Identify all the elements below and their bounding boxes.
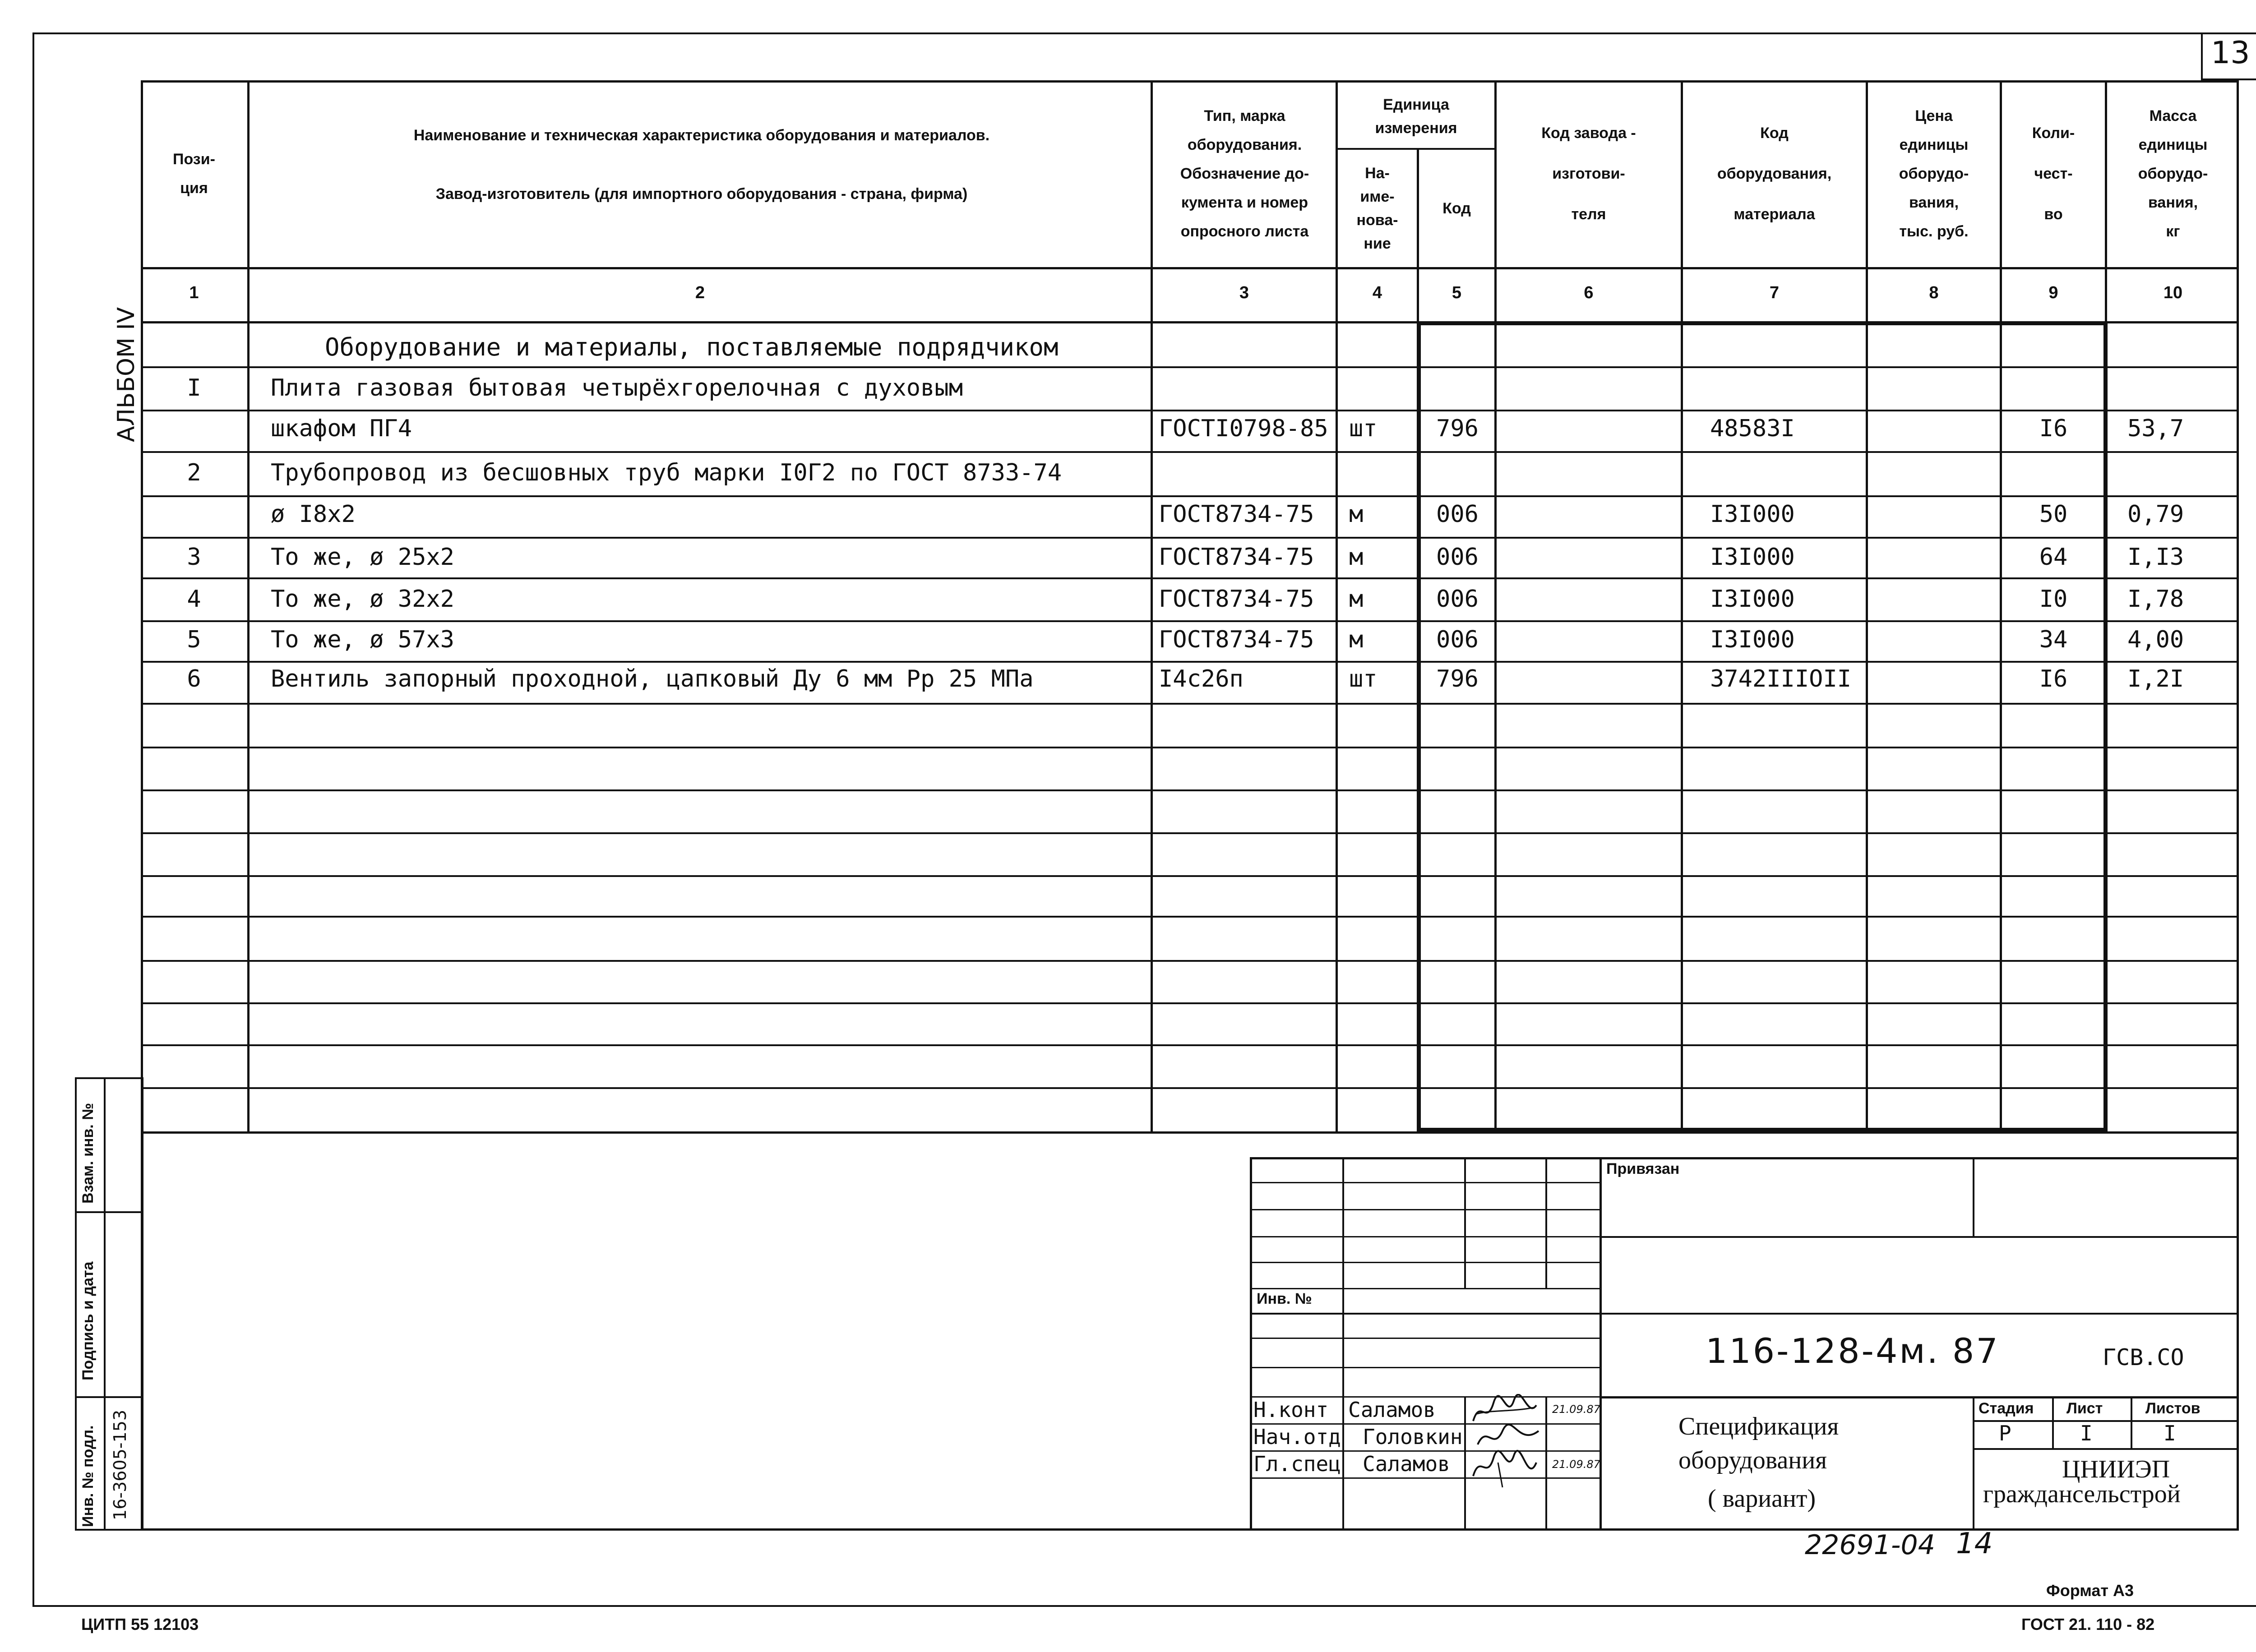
body-row-line	[141, 832, 2239, 834]
stamp-sheet: I	[2080, 1421, 2093, 1445]
cell-type: ГОСТ8734-75	[1159, 501, 1314, 528]
side-block-mid	[104, 1077, 106, 1531]
colnum-10: 10	[2163, 283, 2183, 302]
cell-name: То же, ø 32x2	[271, 586, 454, 613]
stamp-grid-h7	[1250, 1338, 1600, 1339]
body-row-line	[141, 410, 2239, 411]
header-equipment-code: Код оборудования, материала	[1717, 125, 1832, 223]
cell-name: шкафом ПГ4	[271, 415, 412, 442]
stamp-date-3: 21.09.87	[1552, 1458, 1600, 1471]
header-name-line2: Завод-изготовитель (для импортного оборудования - страна, фирма)	[435, 185, 968, 203]
inventory-bottom-num: 14	[1956, 1527, 1993, 1560]
cell-unit: м	[1349, 626, 1364, 653]
header-quantity: Коли- чест- во	[2032, 125, 2075, 223]
colnum-7: 7	[1769, 283, 1780, 302]
cell-pos: 5	[187, 626, 201, 653]
cell-code: 006	[1436, 501, 1479, 528]
cell-eqcode: I3I000	[1710, 626, 1795, 653]
colnum-2: 2	[695, 283, 705, 302]
stamp-col-b2	[1464, 1396, 1466, 1531]
stamp-sheets-label: Листов	[2145, 1400, 2201, 1417]
body-row-line	[141, 451, 2239, 453]
body-row-line	[141, 620, 2239, 622]
stamp-privyazan-bottom	[1600, 1236, 2239, 1238]
cell-qty: I6	[2039, 665, 2068, 692]
cell-eqcode: 48583I	[1710, 415, 1795, 442]
stamp-title-l1: Спецификация	[1678, 1412, 1839, 1440]
thick-col-9-right	[2103, 321, 2108, 1131]
side-block-h2	[75, 1396, 143, 1398]
body-row-line	[141, 789, 2239, 791]
stamp-sheets: I	[2164, 1421, 2176, 1445]
side-inv-value: 16-3605-153	[110, 1409, 130, 1520]
stamp-org-l2: граждансельстрой	[1983, 1480, 2181, 1508]
cell-qty: 64	[2039, 544, 2068, 571]
stamp-grid-h5	[1250, 1288, 1600, 1289]
cell-code: 006	[1436, 544, 1479, 571]
stamp-sheet-label: Лист	[2066, 1400, 2103, 1417]
cell-qty: 34	[2039, 626, 2068, 653]
body-row-line	[141, 366, 2239, 368]
cell-mass: 4,00	[2127, 626, 2184, 653]
side-vzam: Взам. инв. №	[79, 1103, 97, 1204]
cell-code: 796	[1436, 415, 1479, 442]
body-row-line	[141, 495, 2239, 497]
side-block-h1	[75, 1211, 143, 1213]
body-row-line	[141, 577, 2239, 579]
header-bottom-line	[141, 267, 2239, 269]
cell-name: То же, ø 57x3	[271, 626, 454, 653]
colnum-5: 5	[1452, 283, 1462, 302]
stamp-col-d	[1600, 1157, 1602, 1531]
inventory-bottom: 22691-04	[1805, 1529, 1935, 1561]
body-row-line	[141, 916, 2239, 918]
stamp-code-bottom	[1600, 1396, 2239, 1398]
body-row-line	[141, 875, 2239, 877]
cell-name: Трубопровод из бесшовных труб марки I0Г2 по ГОСТ 8733-74	[271, 459, 1062, 486]
header-mass: Масса единицы оборудо- вания, кг	[2138, 107, 2208, 240]
stamp-left-line	[1250, 1157, 1252, 1531]
cell-code: 006	[1436, 586, 1479, 613]
stamp-title-l2: оборудования	[1678, 1446, 1827, 1474]
cell-type: ГОСТ8734-75	[1159, 586, 1314, 613]
side-inv-podl: Инв. № подл.	[79, 1425, 97, 1527]
cell-mass: I,2I	[2127, 665, 2184, 692]
cell-mass: I,I3	[2127, 544, 2184, 571]
cell-name: Вентиль запорный проходной, цапковый Ду 6 мм Рр 25 МПа	[271, 665, 1034, 692]
thick-top-5-9	[1417, 321, 2108, 325]
header-name-line1: Наименование и техническая характеристика оборудования и материалов.	[413, 127, 990, 144]
col-line-1	[247, 80, 250, 1131]
stamp-inv-no: Инв. №	[1257, 1290, 1312, 1307]
cell-name: Плита газовая бытовая четырёхгорелочная с духовым	[271, 374, 963, 401]
corner-sheet-number: 13	[2211, 35, 2250, 71]
header-plant-code: Код завода - изготови- теля	[1541, 125, 1636, 223]
header-position: Пози- ция	[173, 151, 215, 197]
stamp-col-b	[1464, 1157, 1466, 1288]
stamp-grid-h3	[1250, 1236, 1600, 1237]
stamp-grid-h12	[1250, 1477, 1600, 1479]
cell-mass: 53,7	[2127, 415, 2184, 442]
body-row-line	[141, 1002, 2239, 1004]
stamp-col-c2	[1545, 1396, 1547, 1531]
header-unit-code: Код	[1442, 200, 1471, 217]
stamp-code-top	[1600, 1313, 2239, 1315]
footer-right: ГОСТ 21. 110 - 82	[2021, 1615, 2155, 1634]
footer-left: ЦИТП 55 12103	[81, 1615, 199, 1634]
stamp-org-l1: ЦНИИЭП	[2062, 1455, 2170, 1483]
colnum-1: 1	[189, 283, 199, 302]
stamp-name-1: Саламов	[1348, 1398, 1436, 1422]
colnum-8: 8	[1929, 283, 1939, 302]
cell-type: ГОСТI0798-85	[1159, 415, 1328, 442]
thick-col-5-left	[1417, 321, 1421, 1131]
cell-pos: I	[187, 374, 201, 401]
cell-name: То же, ø 25x2	[271, 544, 454, 571]
cell-type: ГОСТ8734-75	[1159, 626, 1314, 653]
body-row-line	[141, 661, 2239, 663]
stamp-stage-h2	[1973, 1448, 2239, 1450]
section-title: Оборудование и материалы, поставляемые подрядчиком	[325, 333, 1059, 361]
stamp-role-1: Н.конт	[1253, 1398, 1329, 1422]
body-row-line	[141, 1087, 2239, 1089]
stamp-grid-h1	[1250, 1182, 1600, 1183]
header-type: Тип, марка оборудования. Обозначение до- кумента и номер опросного листа	[1180, 107, 1309, 240]
cell-eqcode: I3I000	[1710, 586, 1795, 613]
body-row-line	[141, 703, 2239, 705]
stamp-col-c	[1545, 1157, 1547, 1288]
stamp-privyazan-right	[1973, 1157, 1974, 1236]
stamp-stage-label: Стадия	[1979, 1400, 2034, 1417]
stamp-stage-h1	[1973, 1420, 2239, 1422]
stamp-title-l3: ( вариант)	[1708, 1485, 1816, 1513]
body-row-line	[141, 960, 2239, 962]
header-unit: Единица измерения	[1375, 96, 1457, 137]
colnum-6: 6	[1584, 283, 1594, 302]
stamp-name-3: Саламов	[1363, 1452, 1450, 1476]
body-row-line	[141, 1044, 2239, 1046]
cell-code: 006	[1436, 626, 1479, 653]
cell-eqcode: 3742IIIOII	[1710, 665, 1852, 692]
format-label: Формат А3	[2046, 1581, 2134, 1600]
album-label: АЛЬБОМ IV	[113, 307, 140, 442]
stamp-stage-v1	[2052, 1396, 2054, 1448]
cell-pos: 2	[187, 459, 201, 486]
stamp-role-2: Нач.отд	[1253, 1425, 1341, 1449]
stamp-grid-h8	[1250, 1367, 1600, 1368]
colnum-4: 4	[1372, 283, 1382, 302]
body-row-line	[141, 537, 2239, 539]
cell-pos: 4	[187, 586, 201, 613]
cell-name: ø I8x2	[271, 501, 356, 528]
stamp-grid-h4	[1250, 1262, 1600, 1263]
header-price: Цена единицы оборудо- вания, тыс. руб.	[1899, 107, 1969, 240]
cell-unit: м	[1349, 501, 1364, 528]
signature-3	[1471, 1449, 1539, 1490]
cell-qty: 50	[2039, 501, 2068, 528]
stamp-privyazan: Привязан	[1606, 1160, 1680, 1177]
cell-unit: шт	[1349, 415, 1378, 442]
cell-pos: 3	[187, 544, 201, 571]
table-end-line	[141, 1131, 2239, 1134]
side-podpis: Подпись и дата	[79, 1261, 97, 1380]
cell-eqcode: I3I000	[1710, 544, 1795, 571]
stamp-col-a	[1342, 1157, 1344, 1531]
cell-type: I4с26п	[1159, 665, 1244, 692]
cell-unit: шт	[1349, 665, 1378, 692]
stamp-stage-v2	[2131, 1396, 2132, 1448]
doc-mark: ГСВ.СО	[2103, 1344, 2184, 1371]
doc-code: 116-128-4м. 87	[1706, 1331, 2000, 1371]
header-unit-name: На- име- нова- ние	[1356, 165, 1398, 252]
stamp-grid-h2	[1250, 1209, 1600, 1210]
cell-code: 796	[1436, 665, 1479, 692]
cell-unit: м	[1349, 586, 1364, 613]
stamp-top-line	[1250, 1157, 2239, 1159]
cell-type: ГОСТ8734-75	[1159, 544, 1314, 571]
stamp-date-1: 21.09.87	[1552, 1403, 1600, 1416]
cell-mass: I,78	[2127, 586, 2184, 613]
body-row-line	[141, 747, 2239, 748]
stamp-grid-h6	[1250, 1313, 1600, 1315]
colnum-9: 9	[2048, 283, 2058, 302]
cell-qty: I6	[2039, 415, 2068, 442]
colnum-3: 3	[1239, 283, 1249, 302]
cell-mass: 0,79	[2127, 501, 2184, 528]
cell-pos: 6	[187, 665, 201, 692]
cell-eqcode: I3I000	[1710, 501, 1795, 528]
stamp-title-right	[1973, 1396, 1974, 1531]
stamp-role-3: Гл.спец	[1253, 1452, 1341, 1476]
cell-unit: м	[1349, 544, 1364, 571]
stamp-name-2: Головкин	[1363, 1425, 1463, 1449]
stamp-stage: Р	[1999, 1421, 2011, 1445]
cell-qty: I0	[2039, 586, 2068, 613]
